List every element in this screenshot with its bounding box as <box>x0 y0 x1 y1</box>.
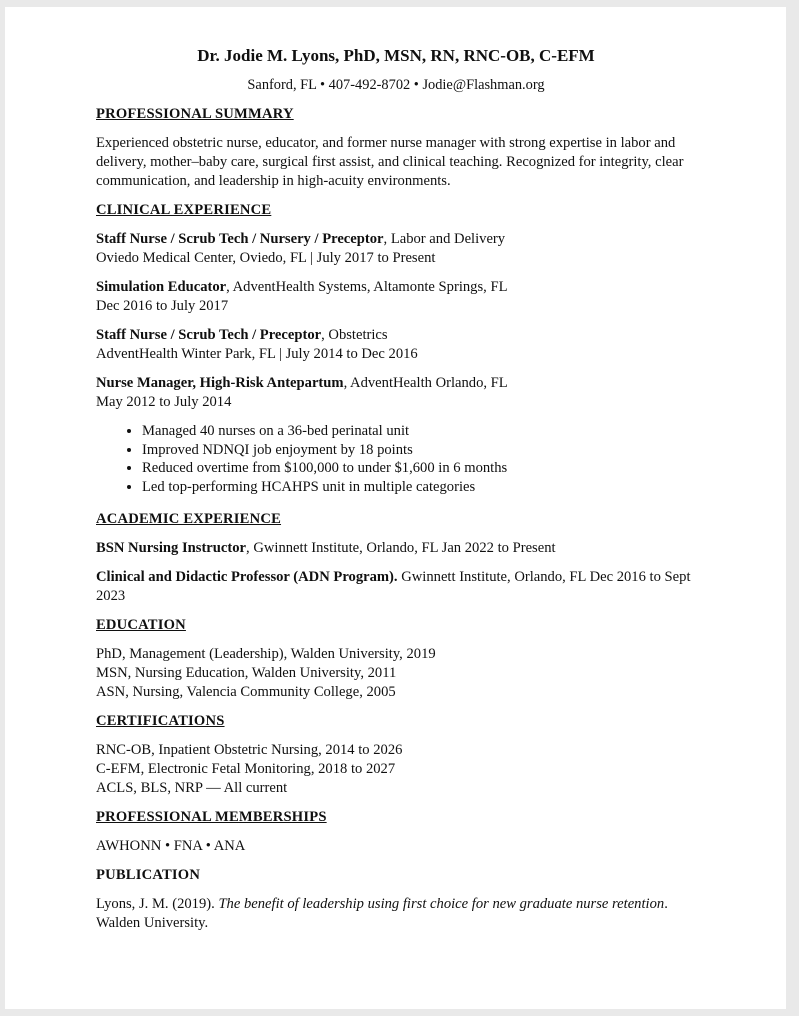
job-title-detail: , AdventHealth Orlando, FL <box>343 375 508 391</box>
academic-title: Clinical and Didactic Professor (ADN Program). <box>96 569 398 585</box>
achievement-list <box>96 422 696 496</box>
job-title-line <box>96 278 696 297</box>
achievement-item: • Improved NDNQI job enjoyment by 18 points <box>142 441 696 460</box>
job-org-dates: Dec 2016 to July 2017 <box>96 298 229 314</box>
job-title-line <box>96 230 696 249</box>
job-title-detail: , Labor and Delivery <box>383 231 506 247</box>
section-heading-professional-summary: PROFESSIONAL SUMMARY <box>96 106 294 122</box>
resume-page <box>5 7 786 1009</box>
job-title-detail: , Obstetrics <box>321 327 388 343</box>
contact-line: Sanford, FL • 407-492-8702 • Jodie@Flashman.org <box>247 77 545 93</box>
resume-name: Dr. Jodie M. Lyons, PhD, MSN, RN, RNC-OB, C-EFM <box>197 46 595 65</box>
section-heading-certifications: CERTIFICATIONS <box>96 713 225 729</box>
academic-entry <box>96 539 696 558</box>
publication-citation <box>96 895 696 933</box>
certification-list <box>96 741 696 798</box>
achievement-item: • Managed 40 nurses on a 36-bed perinatal unit <box>142 422 696 441</box>
citation-suffix: . Walden University. <box>96 896 668 931</box>
job-title: Nurse Manager, High-Risk Antepartum <box>96 375 344 391</box>
certification-item: ACLS, BLS, NRP — All current <box>96 780 288 796</box>
citation-prefix: Lyons, J. M. (2019). <box>96 896 219 912</box>
achievement-item: • Reduced overtime from $100,000 to under $1,600 in 6 months <box>142 459 696 478</box>
job-org-dates: Oviedo Medical Center, Oviedo, FL | July 2017 to Present <box>96 250 436 266</box>
job-entry <box>96 230 696 268</box>
job-org-dates: AdventHealth Winter Park, FL | July 2014 to Dec 2016 <box>96 346 418 362</box>
academic-detail: , Gwinnett Institute, Orlando, FL Jan 2022 to Present <box>246 540 556 556</box>
job-entry <box>96 278 696 316</box>
section-heading-clinical-experience: CLINICAL EXPERIENCE <box>96 202 272 218</box>
certification-item: RNC-OB, Inpatient Obstetric Nursing, 2014 to 2026 <box>96 742 403 758</box>
job-title-detail: , AdventHealth Systems, Altamonte Springs, FL <box>226 279 508 295</box>
certification-item: C-EFM, Electronic Fetal Monitoring, 2018 to 2027 <box>96 761 396 777</box>
section-heading-publication: PUBLICATION <box>96 867 201 883</box>
education-list <box>96 645 696 702</box>
section-heading-academic-experience: ACADEMIC EXPERIENCE <box>96 511 282 527</box>
job-entry <box>96 326 696 364</box>
job-title: Staff Nurse / Scrub Tech / Preceptor <box>96 327 322 343</box>
memberships-line: AWHONN • FNA • ANA <box>96 838 246 854</box>
job-title-line <box>96 326 696 345</box>
education-item: PhD, Management (Leadership), Walden University, 2019 <box>96 646 436 662</box>
job-entry <box>96 374 696 412</box>
section-heading-education: EDUCATION <box>96 617 186 633</box>
academic-entry <box>96 568 696 606</box>
education-item: MSN, Nursing Education, Walden University, 2011 <box>96 665 397 681</box>
achievement-item: • Led top-performing HCAHPS unit in multiple categories <box>142 478 696 497</box>
section-heading-professional-memberships: PROFESSIONAL MEMBERSHIPS <box>96 809 327 825</box>
academic-detail: Gwinnett Institute, Orlando, FL Dec 2016 to Sept 2023 <box>96 569 691 604</box>
job-title: Simulation Educator <box>96 279 227 295</box>
academic-title: BSN Nursing Instructor <box>96 540 247 556</box>
citation-title: The benefit of leadership using first choice for new graduate nurse retention <box>218 896 665 912</box>
summary-paragraph: Experienced obstetric nurse, educator, and former nurse manager with strong expertise in labor and delivery, mother–baby care, surgical first assist, and clinical teaching. Recognized for integrity, clear communication, and leadership in high-acuity environments. <box>96 135 684 189</box>
job-org-dates: May 2012 to July 2014 <box>96 394 232 410</box>
education-item: ASN, Nursing, Valencia Community College, 2005 <box>96 684 396 700</box>
job-title: Staff Nurse / Scrub Tech / Nursery / Preceptor <box>96 231 384 247</box>
job-title-line <box>96 374 696 393</box>
